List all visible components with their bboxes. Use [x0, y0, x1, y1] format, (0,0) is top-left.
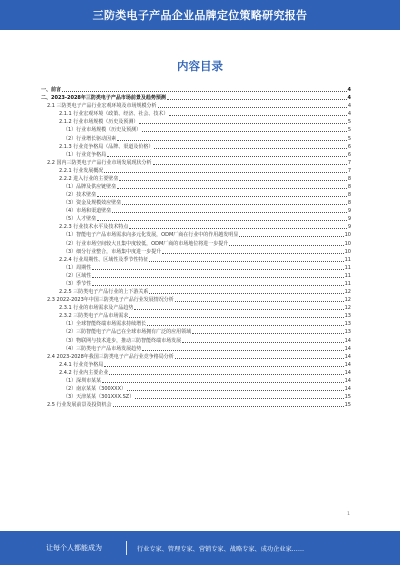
toc-entry-title: 2.1 三防类电子产品行业宏观环境及市场规模分析 [47, 103, 157, 110]
toc-entry-page: 8 [347, 175, 351, 182]
toc-dot-leader [149, 261, 343, 262]
toc-dot-leader [112, 212, 347, 213]
toc-entry-page: 13 [344, 329, 351, 336]
toc-entry-title: （3）资金及规模效应壁垒 [63, 200, 122, 207]
toc-dot-leader [134, 309, 343, 310]
footer-bar [0, 531, 400, 565]
toc-entry[interactable] [41, 159, 351, 167]
toc-entry-page: 15 [344, 394, 351, 401]
toc-entry-title: 2.4.2 行业内主要企业 [59, 369, 109, 376]
toc-entry-title: （3）季节性 [63, 280, 92, 287]
toc-entry-title: 2.2.3 行业技术水平及技术特点 [59, 224, 129, 231]
toc-entry-title: 2.2.2 进入行业的主要壁垒 [59, 175, 119, 182]
toc-dot-leader [142, 131, 347, 132]
toc-dot-leader [229, 245, 343, 246]
toc-entry[interactable] [41, 385, 351, 393]
toc-entry-title: 2.2 国内三防类电子产品行业市场发展现状分析 [47, 159, 152, 166]
footer-divider [126, 541, 127, 555]
toc-entry-title: 2.3 2022-2023年中国三防类电子产品行业发展情况分析 [47, 297, 174, 304]
toc-entry-page: 7 [347, 159, 351, 166]
toc-entry[interactable] [41, 248, 351, 256]
toc-entry[interactable] [41, 320, 351, 328]
toc-entry-page: 14 [344, 353, 351, 360]
toc-entry-title: （1）品牌及供应链壁垒 [63, 184, 117, 191]
toc-dot-leader [127, 390, 344, 391]
toc-entry-page: 6 [347, 143, 351, 150]
footer-slogan: 让每个人都能成为 [46, 544, 102, 552]
toc-dot-leader [119, 180, 346, 181]
toc-entry[interactable] [41, 110, 351, 118]
toc-entry-page: 9 [347, 208, 351, 215]
toc-entry-title: 2.1.3 行业竞争格局（品牌、渠道及价格） [59, 143, 154, 150]
toc-entry-page: 4 [347, 103, 351, 110]
toc-dot-leader [153, 164, 347, 165]
toc-entry[interactable] [41, 401, 351, 409]
toc-dot-leader [104, 366, 343, 367]
toc-entry[interactable] [41, 304, 351, 312]
toc-dot-leader [62, 91, 347, 92]
toc-entry[interactable] [41, 215, 351, 223]
toc-entry-page: 7 [347, 167, 351, 174]
toc-entry-page: 13 [344, 321, 351, 328]
toc-entry-title: 2.4.1 行业竞争格局 [59, 361, 104, 368]
toc-entry[interactable] [41, 134, 351, 142]
toc-entry-title: （1）全球智能终端市场需求持续增长 [63, 321, 147, 328]
toc-entry-title: 2.3.2 三防类电子产品市场需求 [59, 313, 129, 320]
toc-entry[interactable] [41, 336, 351, 344]
toc-dot-leader [129, 228, 346, 229]
toc-entry[interactable] [41, 94, 351, 102]
toc-entry[interactable] [41, 223, 351, 231]
toc-entry-title: （5）人才壁垒 [63, 216, 97, 223]
toc-entry-title: 2.5 行业发展前景及投资机会 [47, 402, 112, 409]
toc-entry-title: （1）行业竞争格局 [63, 151, 107, 158]
toc-entry-title: （1）智能电子产品市场需求向多元化发展，ODM厂商在行业中的作用越发明显 [63, 232, 239, 239]
toc-dot-leader [192, 333, 343, 334]
toc-entry[interactable] [41, 199, 351, 207]
toc-entry-page: 10 [344, 232, 351, 239]
toc-entry-page: 11 [344, 280, 351, 287]
toc-dot-leader [182, 342, 343, 343]
toc-entry[interactable] [41, 328, 351, 336]
toc-entry-title: （3）物联网与技术进步，推动三防智能终端市场发展 [63, 337, 182, 344]
toc-entry-title: （3）细分行业整合，市场集中度进一步提升 [63, 248, 162, 255]
report-title: 三防类电子产品企业品牌定位策略研究报告 [92, 9, 308, 22]
toc-dot-leader [162, 253, 343, 254]
toc-entry-page: 5 [347, 127, 351, 134]
toc-entry-title: （2）技术壁垒 [63, 192, 97, 199]
toc-dot-leader [92, 277, 343, 278]
toc-dot-leader [147, 325, 343, 326]
toc-dot-leader [117, 188, 347, 189]
toc-dot-leader [149, 293, 343, 294]
toc-entry[interactable] [41, 264, 351, 272]
page-number: 1 [347, 512, 350, 517]
report-header-bar [0, 0, 400, 30]
footer-tagline: 行业专家、管理专家、营销专家、战略专家、成功企业家…… [137, 545, 305, 553]
toc-entry-page: 13 [344, 313, 351, 320]
table-of-contents [41, 86, 351, 409]
toc-entry[interactable] [41, 207, 351, 215]
toc-entry-page: 9 [347, 224, 351, 231]
toc-entry-page: 11 [344, 264, 351, 271]
toc-entry-title: 2.2.4 行业周期性、区域性及季节性特征 [59, 256, 149, 263]
toc-dot-leader [154, 148, 346, 149]
toc-entry-page: 10 [344, 240, 351, 247]
toc-dot-leader [107, 156, 347, 157]
toc-entry-title: （2）行业增长驱动因素 [63, 135, 117, 142]
toc-dot-leader [175, 358, 344, 359]
toc-entry[interactable] [41, 191, 351, 199]
toc-entry[interactable] [41, 86, 351, 94]
toc-dot-leader [139, 123, 346, 124]
toc-dot-leader [97, 196, 347, 197]
toc-entry[interactable] [41, 369, 351, 377]
toc-entry-page: 14 [344, 385, 351, 392]
toc-entry[interactable] [41, 126, 351, 134]
toc-dot-leader [142, 350, 343, 351]
toc-entry[interactable] [41, 353, 351, 361]
toc-entry-page: 11 [344, 272, 351, 279]
toc-entry-title: （2）行业市场空间较大且集中度较低，ODM厂商的市场地位将进一步提升 [63, 240, 229, 247]
toc-entry[interactable] [41, 345, 351, 353]
toc-entry[interactable] [41, 312, 351, 320]
toc-entry-page: 14 [344, 337, 351, 344]
toc-entry-title: （2）南京某某（300XXX） [63, 385, 127, 392]
toc-entry-page: 11 [344, 256, 351, 263]
toc-dot-leader [129, 317, 343, 318]
toc-entry-page: 14 [344, 377, 351, 384]
toc-entry-page: 4 [347, 95, 351, 102]
toc-entry-title: （1）周期性 [63, 264, 92, 271]
toc-entry[interactable] [41, 118, 351, 126]
toc-dot-leader [239, 236, 343, 237]
toc-entry-page: 9 [347, 216, 351, 223]
toc-entry[interactable] [41, 151, 351, 159]
toc-entry[interactable] [41, 183, 351, 191]
toc-entry[interactable] [41, 377, 351, 385]
toc-dot-leader [104, 172, 347, 173]
toc-dot-leader [113, 406, 344, 407]
toc-entry-page: 8 [347, 200, 351, 207]
toc-entry[interactable] [41, 272, 351, 280]
toc-entry[interactable] [41, 167, 351, 175]
toc-entry-page: 15 [344, 402, 351, 409]
toc-entry[interactable] [41, 296, 351, 304]
toc-entry-page: 8 [347, 184, 351, 191]
toc-entry-title: （2）三防智能电子产品已在全球市场拥有广泛的应用领域 [63, 329, 192, 336]
toc-dot-leader [135, 398, 343, 399]
toc-entry-page: 5 [347, 119, 351, 126]
toc-dot-leader [122, 204, 347, 205]
toc-dot-leader [167, 99, 347, 100]
toc-entry-title: 2.1.1 行业宏观环境（政策、经济、社会、技术） [59, 111, 169, 118]
toc-dot-leader [169, 115, 346, 116]
toc-dot-leader [158, 107, 347, 108]
toc-entry-title: 二、2023-2028年三防类电子产品市场前景及趋势预测 [41, 95, 166, 102]
toc-entry[interactable] [41, 288, 351, 296]
toc-entry-title: （3）天津某某（301XXX.SZ） [63, 394, 135, 401]
toc-dot-leader [92, 269, 343, 270]
toc-entry-title: 2.2.5 三防类电子产品行业的上下游关系 [59, 289, 149, 296]
toc-entry[interactable] [41, 361, 351, 369]
toc-dot-leader [117, 140, 347, 141]
toc-entry-page: 12 [344, 289, 351, 296]
toc-dot-leader [109, 374, 343, 375]
toc-entry-page: 14 [344, 345, 351, 352]
toc-entry[interactable] [41, 102, 351, 110]
toc-dot-leader [97, 220, 347, 221]
toc-entry-title: （4）市场和渠道壁垒 [63, 208, 112, 215]
toc-entry-title: （4）三防类电子产品市场发展趋势 [63, 345, 142, 352]
toc-entry-page: 14 [344, 361, 351, 368]
toc-entry-page: 8 [347, 192, 351, 199]
toc-entry-title: （1）行业市场规模（历史及预测） [63, 127, 142, 134]
toc-entry[interactable] [41, 231, 351, 239]
toc-heading: 内容目录 [177, 59, 223, 73]
toc-entry-page: 6 [347, 151, 351, 158]
toc-entry-page: 14 [344, 369, 351, 376]
toc-entry-page: 12 [344, 297, 351, 304]
toc-dot-leader [102, 382, 343, 383]
toc-entry-page: 4 [347, 87, 351, 94]
toc-entry-page: 5 [347, 135, 351, 142]
toc-entry[interactable] [41, 143, 351, 151]
toc-entry-title: 2.3.1 行业的市场需求及产品趋势 [59, 305, 134, 312]
toc-entry-title: 2.4 2023-2028年我国三防类电子产品行业竞争格局分析 [47, 353, 174, 360]
toc-entry[interactable] [41, 393, 351, 401]
toc-entry-title: （1）深圳市某某 [63, 377, 102, 384]
toc-entry-title: 2.1.2 行业市场规模（历史及预测） [59, 119, 139, 126]
toc-entry-title: 2.2.1 行业发展概况 [59, 167, 104, 174]
toc-entry-page: 10 [344, 248, 351, 255]
toc-dot-leader [175, 301, 344, 302]
toc-entry-title: （2）区域性 [63, 272, 92, 279]
toc-entry-title: 一、前言 [41, 87, 62, 94]
toc-entry[interactable] [41, 175, 351, 183]
toc-entry-page: 12 [344, 305, 351, 312]
toc-entry[interactable] [41, 239, 351, 247]
toc-entry[interactable] [41, 280, 351, 288]
toc-entry-page: 4 [347, 111, 351, 118]
toc-dot-leader [92, 285, 343, 286]
toc-entry[interactable] [41, 256, 351, 264]
